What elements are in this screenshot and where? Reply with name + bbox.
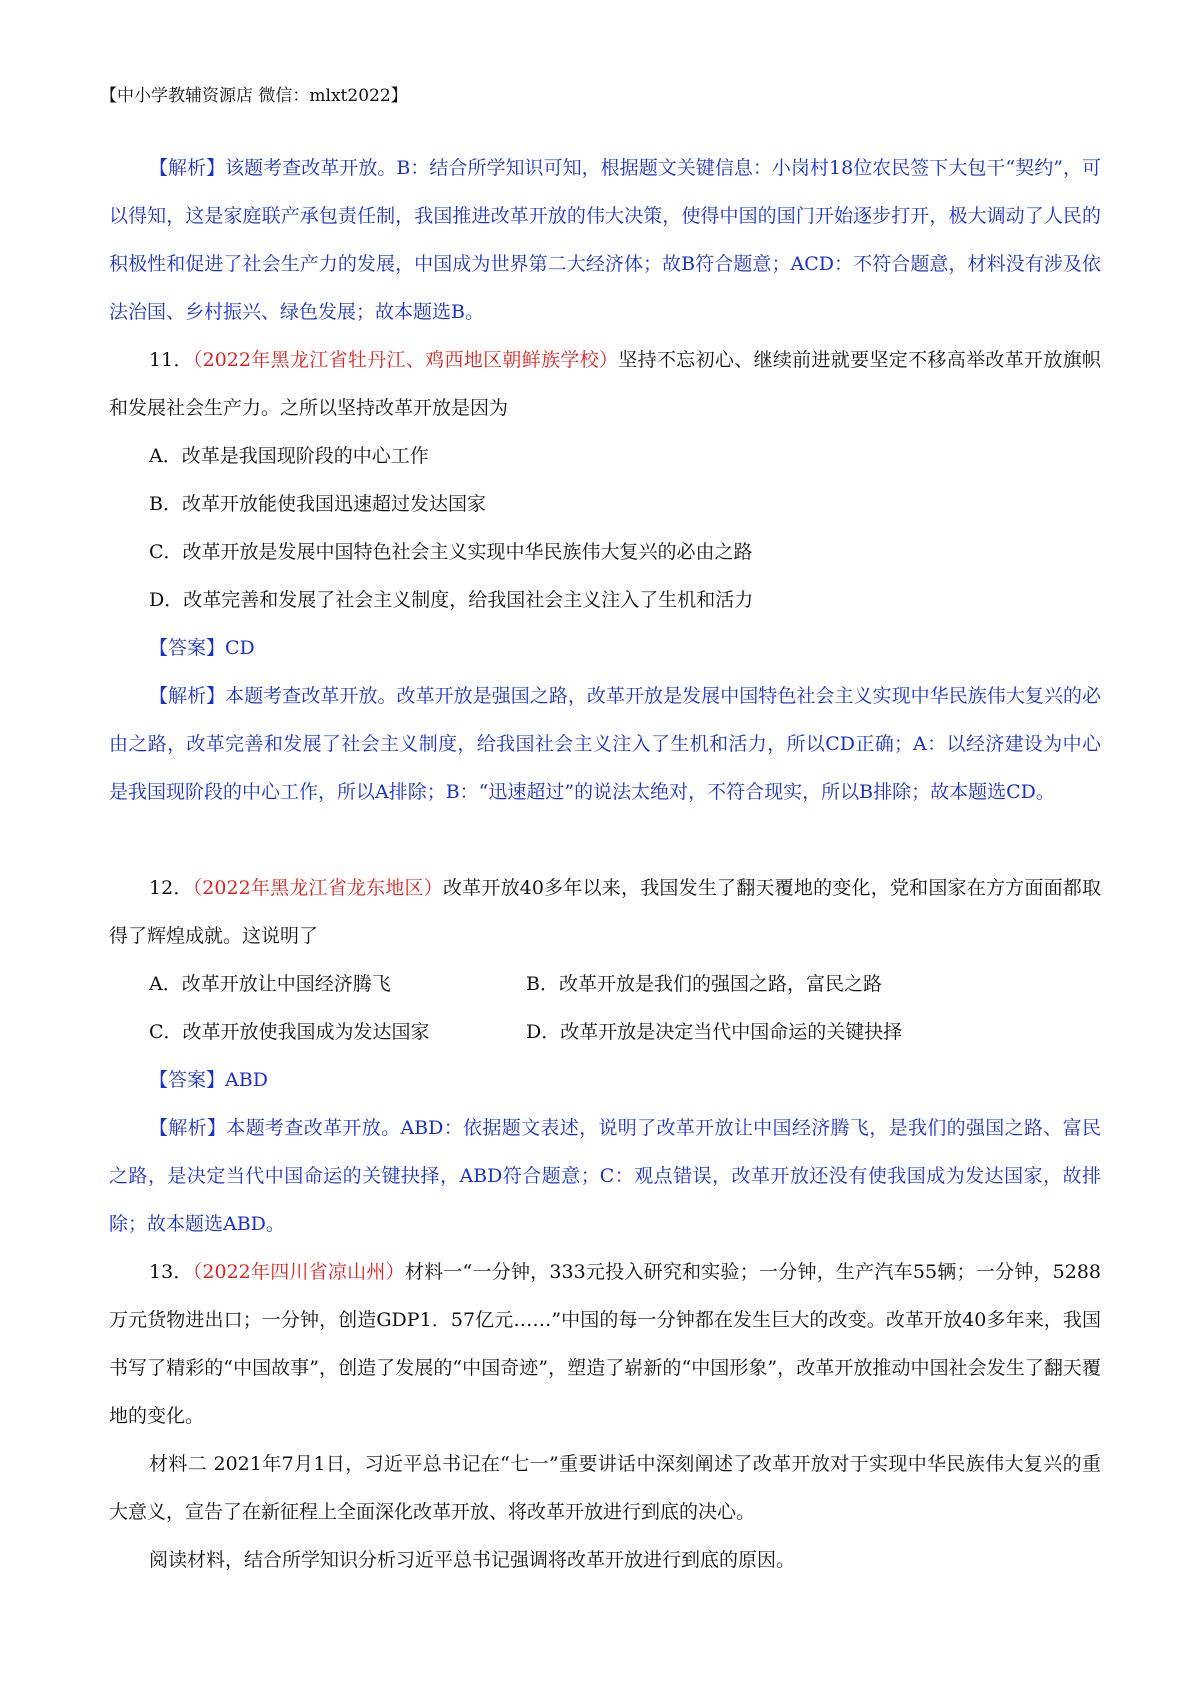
q12-analysis-text: 本题考查改革开放。ABD：依据题文表述，说明了改革开放让中国经济腾飞，是我们的强国之路、富民之路，是决定当代中国命运的关键抉择，ABD符合题意；C：观点错误，改革开放还没有使我国成为发达国家，故排除；故本题选ABD。	[109, 1117, 1101, 1235]
q12-answer	[149, 1056, 268, 1104]
q12-answer-label: 【答案】	[149, 1069, 226, 1091]
watermark-header: 【中小学教辅资源店 微信：mlxt2022】	[100, 86, 408, 106]
q13-material-2: 材料二 2021年7月1日，习近平总书记在“七一”重要讲话中深刻阐述了改革开放对于实现中华民族伟大复兴的重大意义，宣告了在新征程上全面深化改革开放、将改革开放进行到底的决心。	[109, 1453, 1101, 1523]
q13-question: 阅读材料，结合所学知识分析习近平总书记强调将改革开放进行到底的原因。	[149, 1549, 796, 1571]
q12-stem	[109, 864, 1101, 960]
q13-source: （2022年四川省凉山州）	[192, 1261, 405, 1283]
q11-stem-text: 坚持不忘初心、继续前进就要坚定不移高举改革开放旗帜和发展社会生产力。之所以坚持改革开放是因为	[109, 349, 1101, 419]
q11-answer-value: CD	[225, 637, 255, 659]
q11-option-c: C．改革开放是发展中国特色社会主义实现中华民族伟大复兴的必由之路	[149, 541, 753, 563]
q11-stem	[109, 336, 1101, 432]
q12-stem-text: 改革开放40多年以来，我国发生了翻天覆地的变化，党和国家在方方面面都取得了辉煌成就。这说明了	[109, 877, 1101, 947]
q13-material-1	[109, 1248, 1101, 1440]
q12-answer-value: ABD	[225, 1069, 268, 1091]
q11-answer	[149, 624, 255, 672]
q12-source: （2022年黑龙江省龙东地区）	[192, 877, 443, 899]
q12-option-b: B．改革开放是我们的强国之路，富民之路	[526, 973, 882, 995]
q11-option-d: D．改革完善和发展了社会主义制度，给我国社会主义注入了生机和活力	[149, 589, 754, 611]
q12-option-c: C．改革开放使我国成为发达国家	[149, 1021, 430, 1043]
q11-option-a: A．改革是我国现阶段的中心工作	[149, 445, 429, 467]
q12-option-d: D．改革开放是决定当代中国命运的关键抉择	[526, 1021, 903, 1043]
q10-analysis-label: 【解析】	[149, 157, 226, 179]
q12-analysis	[109, 1104, 1101, 1248]
q11-number: 11．	[149, 349, 193, 371]
q13-material-1-text: 材料一“一分钟，333元投入研究和实验；一分钟，生产汽车55辆；一分钟，5288万元货物进出口；一分钟，创造GDP1．57亿元……”中国的每一分钟都在发生巨大的改变。改革开放40多年来，我国书写了精彩的“中国故事”，创造了发展的“中国奇迹”，塑造了崭新的“中国形象”，改革开放推动中国社会发生了翻天覆地的变化。	[109, 1261, 1102, 1427]
q11-option-b: B．改革开放能使我国迅速超过发达国家	[149, 493, 486, 515]
q12-option-a: A．改革开放让中国经济腾飞	[149, 973, 391, 995]
q11-analysis	[109, 672, 1101, 816]
q10-analysis-text: 该题考查改革开放。B：结合所学知识可知，根据题文关键信息：小岗村18位农民签下大包干“契约”，可以得知，这是家庭联产承包责任制，我国推进改革开放的伟大决策，使得中国的国门开始逐步打开，极大调动了人民的积极性和促进了社会生产力的发展，中国成为世界第二大经济体；故B符合题意；ACD：不符合题意，材料没有涉及依法治国、乡村振兴、绿色发展；故本题选B。	[109, 157, 1101, 323]
q11-analysis-text: 本题考查改革开放。改革开放是强国之路，改革开放是发展中国特色社会主义实现中华民族伟大复兴的必由之路，改革完善和发展了社会主义制度，给我国社会主义注入了生机和活力，所以CD正确；A：以经济建设为中心是我国现阶段的中心工作，所以A排除；B：“迅速超过”的说法太绝对，不符合现实，所以B排除；故本题选CD。	[109, 685, 1101, 803]
q11-answer-label: 【答案】	[149, 637, 226, 659]
q13-number: 13．	[149, 1261, 193, 1283]
q12-number: 12．	[149, 877, 193, 899]
q10-analysis	[109, 144, 1101, 336]
q11-source: （2022年黑龙江省牡丹江、鸡西地区朝鲜族学校）	[192, 349, 619, 371]
q12-analysis-label: 【解析】	[149, 1117, 227, 1139]
q11-analysis-label: 【解析】	[149, 685, 226, 707]
